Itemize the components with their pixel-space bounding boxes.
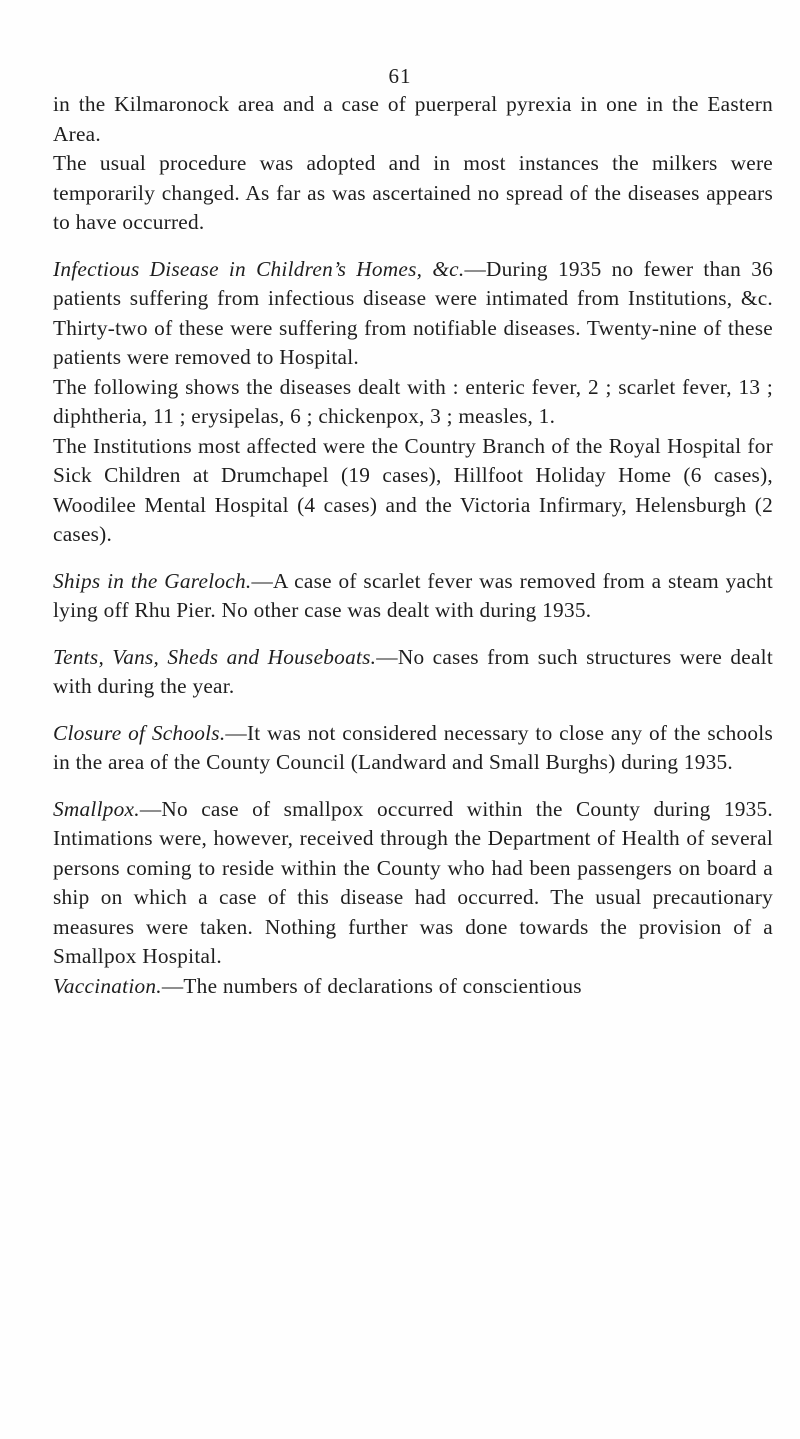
paragraph-continuation: [53, 90, 773, 149]
paragraph-text: —During 1935 no fewer than 36 patients suffering from infectious disease were intimated from Institutions, &c. Thirty-two of these were suffering from notifiable diseases. Twenty-nine of these patients were removed to Hospital.: [53, 256, 773, 369]
page-number: 61: [388, 64, 412, 88]
section-heading: Smallpox.: [53, 796, 140, 821]
paragraph-tents: [53, 643, 773, 702]
paragraph-schools: [53, 719, 773, 778]
paragraph-smallpox: [53, 795, 773, 972]
section-heading: Ships in the Gareloch.: [53, 568, 252, 593]
paragraph-text: —No case of smallpox occurred within the County during 1935. Intimations were, however, received through the Department of Health of several persons coming to reside within the County who had been passengers on board a ship on which a case of this disease had occurred. The usual precautionary measures were taken. Nothing further was done towards the provision of a Smallpox Hospital.: [53, 796, 773, 968]
body-text: [53, 90, 773, 1001]
paragraph-usual-procedure: [53, 149, 773, 238]
paragraph-text: —The numbers of declarations of conscientious: [161, 973, 582, 998]
section-heading: Vaccination.: [53, 973, 162, 998]
paragraph-vaccination: [53, 972, 773, 1002]
paragraph-text: —It was not considered necessary to close any of the schools in the area of the County Council (Landward and Small Burghs) during 1935.: [53, 720, 773, 774]
section-heading: Closure of Schools.: [53, 720, 226, 745]
paragraph-text: The Institutions most affected were the Country Branch of the Royal Hospital for Sick Children at Drumchapel (19 cases), Hillfoot Holiday Home (6 cases), Woodilee Mental Hospital (4 cases) and the Victoria Infirmary, Helensburgh (2 cases).: [53, 433, 773, 546]
paragraph-institutions: [53, 432, 773, 550]
paragraph-diseases-list: [53, 373, 773, 432]
section-heading: Tents, Vans, Sheds and Houseboats.: [53, 644, 377, 669]
section-heading: Infectious Disease in Children’s Homes, &c.: [53, 256, 465, 281]
paragraph-text: The usual procedure was adopted and in most instances the milkers were temporarily changed. As far as was ascertained no spread of the diseases appears to have occurred.: [53, 151, 773, 234]
paragraph-infectious-disease: [53, 255, 773, 373]
paragraph-text: The following shows the diseases dealt with : enteric fever, 2 ; scarlet fever, 13 ; diphtheria, 11 ; erysipelas, 6 ; chickenpox, 3 ; measles, 1.: [53, 374, 773, 428]
paragraph-text: —A case of scarlet fever was removed from a steam yacht lying off Rhu Pier. No other case was dealt with during 1935.: [53, 568, 773, 622]
paragraph-ships: [53, 567, 773, 626]
paragraph-text: in the Kilmaronock area and a case of puerperal pyrexia in one in the Eastern Area.: [53, 92, 773, 146]
paragraph-text: —No cases from such structures were dealt with during the year.: [53, 644, 773, 698]
